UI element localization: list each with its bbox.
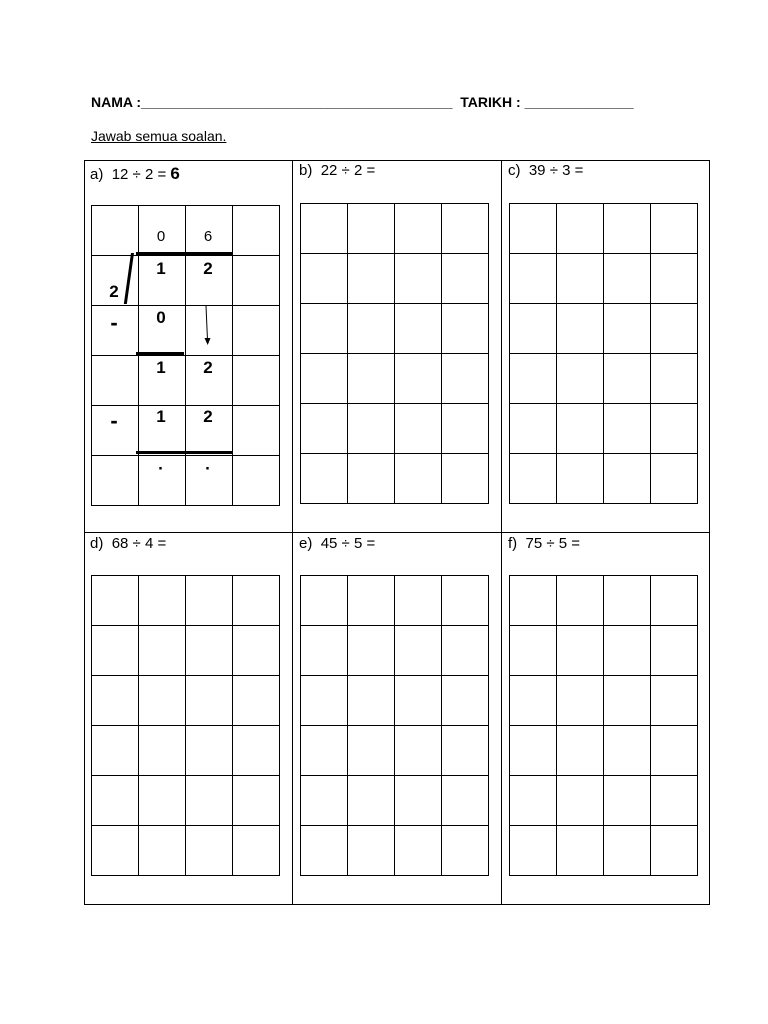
- question-d-label: d) 68 ÷ 4 =: [90, 535, 167, 552]
- name-label: NAMA :: [91, 94, 142, 110]
- result-digit-2: 2: [203, 358, 213, 377]
- question-c-label: c) 39 ÷ 3 =: [508, 162, 584, 179]
- bring-down-arrow-icon: [203, 306, 213, 346]
- row-divider: [84, 532, 710, 533]
- subtract-digit-2b: 2: [203, 407, 213, 426]
- question-a-label: a) 12 ÷ 2 = 6: [90, 164, 180, 183]
- quotient-digit-2: 6: [203, 228, 213, 245]
- date-blank: ______________: [524, 94, 634, 110]
- question-f-label: f) 75 ÷ 5 =: [508, 535, 581, 552]
- answer-grid-d[interactable]: [91, 575, 280, 876]
- subtraction-line-1: [136, 352, 184, 355]
- question-b-label: b) 22 ÷ 2 =: [299, 162, 376, 179]
- instruction: Jawab semua soalan.: [91, 128, 227, 144]
- answer-grid-e[interactable]: [300, 575, 489, 876]
- dividend-digit-1: 1: [156, 259, 166, 278]
- question-e-label: e) 45 ÷ 5 =: [299, 535, 376, 552]
- header-line: [91, 94, 634, 110]
- date-label: TARIKH :: [460, 94, 521, 110]
- subtraction-line-2: [136, 451, 233, 454]
- divisor: 2: [109, 282, 119, 301]
- subtract-digit-1: 0: [156, 308, 166, 327]
- subtract-digit-2a: 1: [156, 407, 166, 426]
- answer-grid-c[interactable]: [509, 203, 698, 504]
- answer-grid-b[interactable]: [300, 203, 489, 504]
- remainder-mark-1: ·: [158, 459, 164, 478]
- dividend-digit-2: 2: [203, 259, 213, 278]
- minus-sign-2: -: [110, 408, 118, 433]
- quotient-digit-1: 0: [156, 228, 166, 245]
- division-bar: [136, 252, 233, 255]
- result-digit-1: 1: [156, 358, 166, 377]
- minus-sign-1: -: [110, 310, 118, 335]
- question-a-answer: 6: [170, 164, 180, 183]
- remainder-mark-2: ·: [205, 459, 211, 478]
- name-blank: ________________________________________: [141, 94, 453, 110]
- answer-grid-f[interactable]: [509, 575, 698, 876]
